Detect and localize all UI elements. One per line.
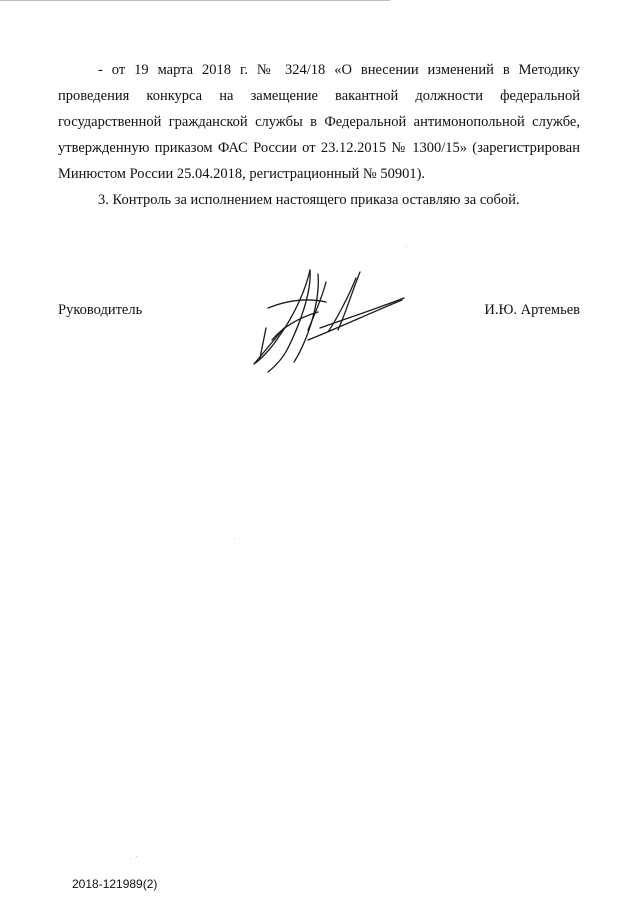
handwritten-signature-icon (248, 268, 408, 378)
document-registration-code: 2018-121989(2) (72, 877, 158, 891)
signatory-position: Руководитель (58, 302, 143, 318)
paragraph-amendment: - от 19 марта 2018 г. № 324/18 «О внесении изменений в Методику проведения конкурса на замещение вакантной должности федеральной государственной гражданской службы в Федеральной антимонопольной службе, утвержденную приказом ФАС России от 23.12.2015 № 1300/15» (зарегистрирован Минюстом России 25.04.2018, регистрационный № 50901). (58, 62, 580, 182)
document-body (58, 57, 580, 213)
scan-speck (136, 856, 137, 857)
signature-block (58, 300, 580, 380)
scan-speck (130, 858, 131, 859)
scan-speck (406, 246, 407, 247)
paragraph-control: 3. Контроль за исполнением настоящего приказа оставляю за собой. (98, 192, 520, 208)
scan-speck (234, 538, 235, 539)
signatory-name: И.Ю. Артемьев (484, 302, 580, 318)
top-edge-rule (0, 0, 390, 1)
